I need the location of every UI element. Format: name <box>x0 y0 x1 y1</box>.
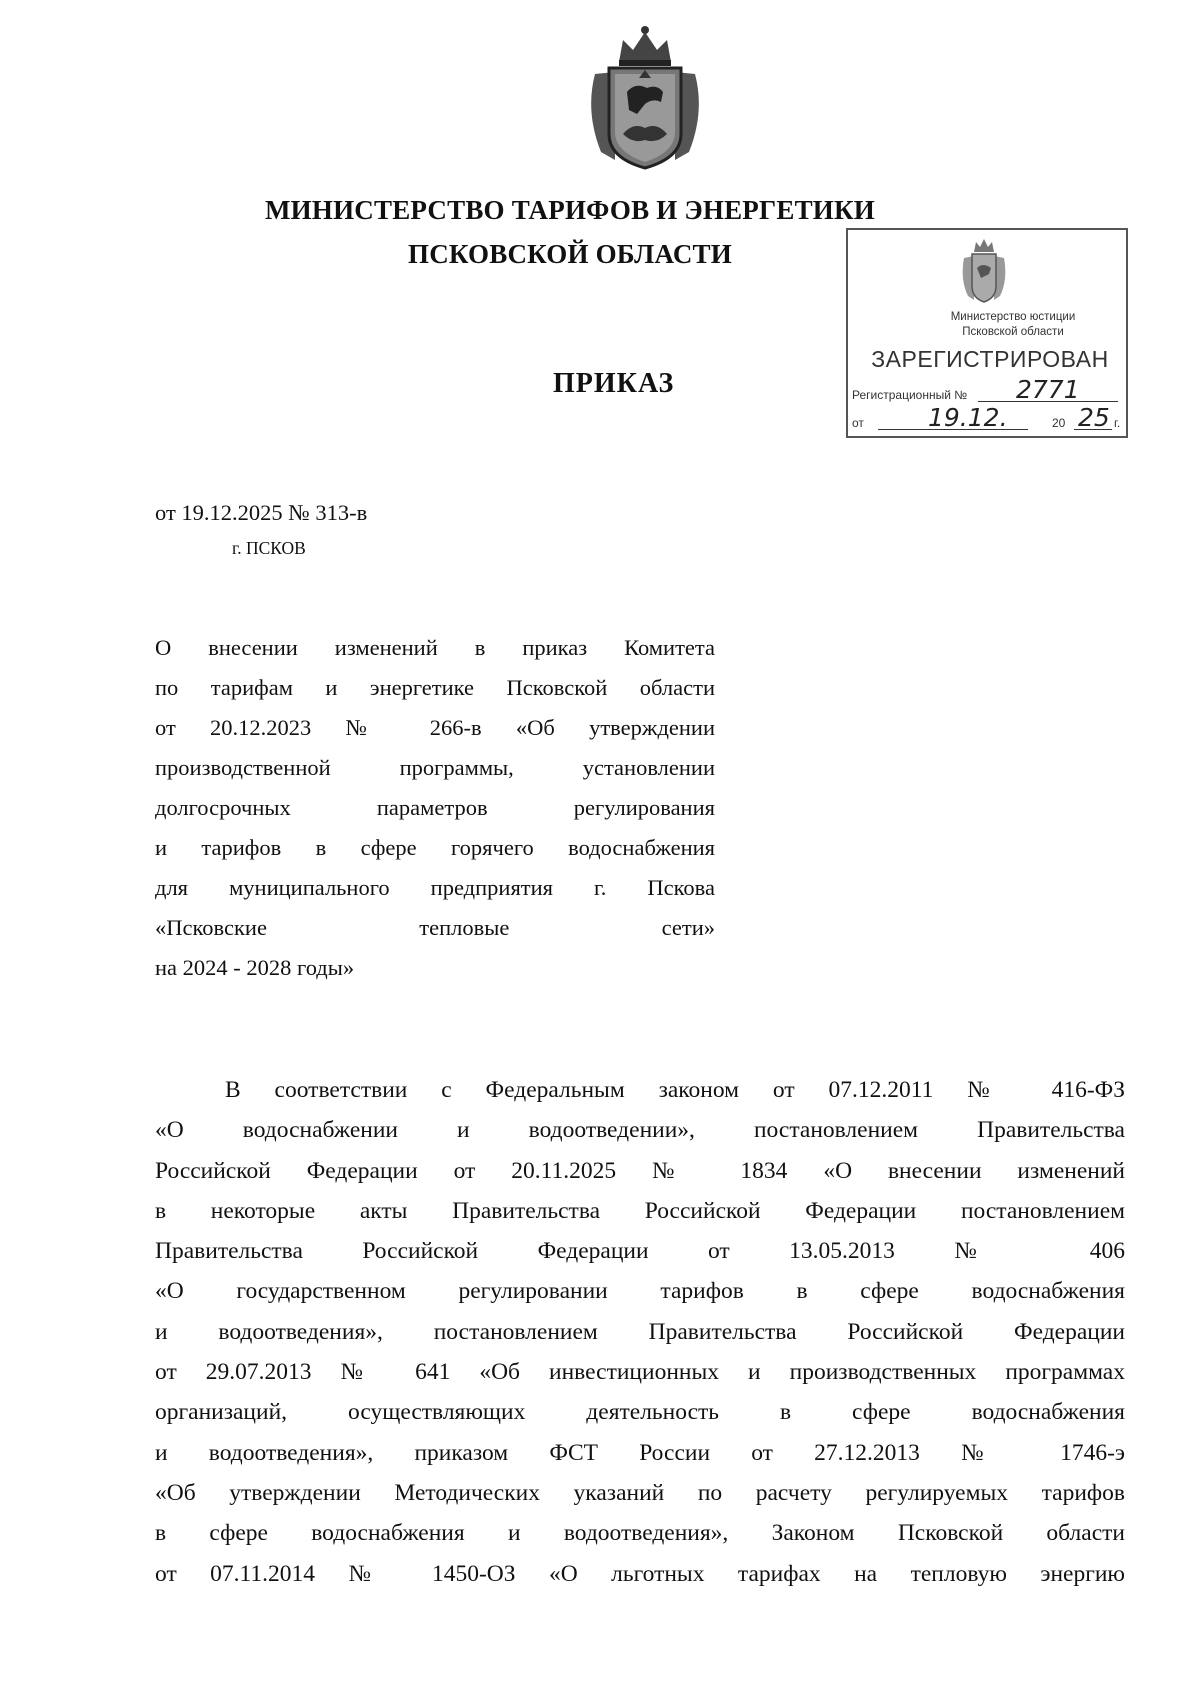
pskov-coat-of-arms-icon <box>575 22 715 170</box>
subject-line: долгосрочных параметров регулирования <box>155 795 715 820</box>
body-line: и водоотведения», постановлением Правительства Российской Федерации <box>155 1318 1125 1345</box>
document-number: от 19.12.2025 № 313-в <box>155 500 368 525</box>
stamp-reg-line <box>978 377 1118 402</box>
stamp-org-line1: Министерство юстиции <box>950 311 1076 323</box>
body-line: организаций, осуществляющих деятельность в сфере водоснабжения <box>155 1399 1125 1426</box>
body-line: в некоторые акты Правительства Российской Федерации постановлением <box>155 1197 1125 1224</box>
stamp-registration-row <box>852 375 1126 404</box>
stamp-year-unit: г. <box>1114 416 1121 430</box>
subject-line: от 20.12.2023 № 266-в «Об утверждении <box>155 715 715 740</box>
document-body <box>155 1070 1125 1594</box>
stamp-reg-label: Регистрационный № <box>852 388 968 402</box>
subject-line: и тарифов в сфере горячего водоснабжения <box>155 835 715 860</box>
stamp-year-prefix: 20 <box>1052 416 1066 430</box>
body-line: «О водоснабжении и водоотведении», постановлением Правительства <box>155 1117 1125 1144</box>
stamp-emblem-icon <box>956 236 1012 304</box>
stamp-date-value: 19.12. <box>928 403 1008 432</box>
subject-line: «Псковские тепловые сети» <box>155 915 715 940</box>
document-subject <box>155 628 715 988</box>
subject-line: О внесении изменений в приказ Комитета <box>155 635 715 660</box>
body-line: Российской Федерации от 20.11.2025 № 1834 «О внесении изменений <box>155 1157 1125 1184</box>
body-line: и водоотведения», приказом ФСТ России от 27.12.2013 № 1746-э <box>155 1439 1125 1466</box>
stamp-org-line2: Псковской области <box>962 326 1064 338</box>
stamp-reg-number: 2771 <box>1016 375 1080 404</box>
stamp-year-line <box>1074 403 1112 430</box>
stamp-date-row <box>852 403 1126 434</box>
ministry-title-line1: МИНИСТЕРСТВО ТАРИФОВ И ЭНЕРГЕТИКИ <box>265 195 875 225</box>
stamp-organization <box>898 310 1128 340</box>
document-type: ПРИКАЗ <box>553 368 675 399</box>
body-line: «О государственном регулировании тарифов в сфере водоснабжения <box>155 1278 1125 1305</box>
ministry-title <box>200 188 940 276</box>
subject-line: по тарифам и энергетике Псковской области <box>155 675 715 700</box>
body-line: В соответствии с Федеральным законом от 07.12.2011 № 416-ФЗ <box>225 1077 1125 1103</box>
body-line: от 29.07.2013 № 641 «Об инвестиционных и производственных программах <box>155 1359 1125 1386</box>
registration-stamp <box>846 228 1128 438</box>
subject-line: для муниципального предприятия г. Пскова <box>155 875 715 900</box>
stamp-year-suffix: 25 <box>1078 403 1110 432</box>
subject-line: производственной программы, установлении <box>155 755 715 780</box>
stamp-date-line <box>878 403 1028 430</box>
body-line: Правительства Российской Федерации от 13.05.2013 № 406 <box>155 1238 1125 1265</box>
ministry-title-line2: ПСКОВСКОЙ ОБЛАСТИ <box>408 239 732 269</box>
stamp-date-label: от <box>852 416 864 430</box>
stamp-status: ЗАРЕГИСТРИРОВАН <box>871 346 1109 372</box>
subject-line: на 2024 - 2028 годы» <box>155 955 355 980</box>
body-line: «Об утверждении Методических указаний по расчету регулируемых тарифов <box>155 1479 1125 1506</box>
document-city: г. ПСКОВ <box>232 538 306 558</box>
body-line: в сфере водоснабжения и водоотведения», Законом Псковской области <box>155 1520 1125 1547</box>
body-line: от 07.11.2014 № 1450-ОЗ «О льготных тарифах на тепловую энергию <box>155 1560 1125 1587</box>
